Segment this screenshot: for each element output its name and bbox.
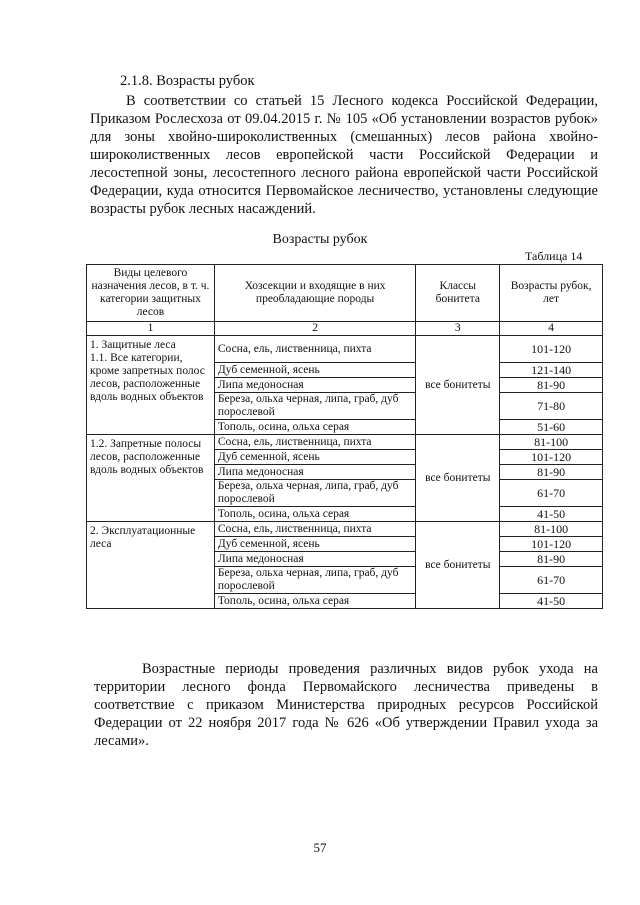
table-row xyxy=(87,522,603,537)
age-cell: 81-100 xyxy=(500,522,603,537)
class-cell: все бонитеты xyxy=(416,522,500,609)
header-cell: Хозсекции и входящие в них преобладающие породы xyxy=(214,265,415,322)
column-number-row xyxy=(87,322,603,336)
header-cell: Возрасты рубок, лет xyxy=(500,265,603,322)
class-cell: все бонитеты xyxy=(416,336,500,435)
section-heading: 2.1.8. Возрасты рубок xyxy=(120,73,255,89)
species-cell: Дуб семенной, ясень xyxy=(214,450,415,465)
age-cell: 61-70 xyxy=(500,567,603,594)
class-cell: все бонитеты xyxy=(416,435,500,522)
table-row xyxy=(87,435,603,450)
category-cell: 2. Эксплуатационные леса xyxy=(87,522,215,609)
species-cell: Тополь, осина, ольха серая xyxy=(214,594,415,609)
column-number: 4 xyxy=(500,322,603,336)
age-cell: 101-120 xyxy=(500,537,603,552)
species-cell: Липа медоносная xyxy=(214,378,415,393)
header-cell: Классы бонитета xyxy=(416,265,500,322)
species-cell: Сосна, ель, лиственница, пихта xyxy=(214,336,415,363)
closing-paragraph: Возрастные периоды проведения различных видов рубок ухода на территории лесного фонда Первомайского лесничества приведены в соответствие с приказом Министерства природных ресурсов Российской Федерации от 22 ноября 2017 года № 626 «Об утверждении Правил ухода за лесами». xyxy=(94,661,598,749)
species-cell: Береза, ольха черная, липа, граб, дуб порослевой xyxy=(214,393,415,420)
column-number: 1 xyxy=(87,322,215,336)
age-cell: 101-120 xyxy=(500,450,603,465)
page-number: 57 xyxy=(313,840,327,855)
age-cell: 41-50 xyxy=(500,594,603,609)
species-cell: Береза, ольха черная, липа, граб, дуб порослевой xyxy=(214,567,415,594)
cutting-ages-table xyxy=(86,264,603,609)
species-cell: Дуб семенной, ясень xyxy=(214,537,415,552)
age-cell: 81-100 xyxy=(500,435,603,450)
age-cell: 51-60 xyxy=(500,420,603,435)
species-cell: Дуб семенной, ясень xyxy=(214,363,415,378)
table-header-row xyxy=(87,265,603,322)
intro-paragraph: В соответствии со статьей 15 Лесного кодекса Российской Федерации, Приказом Рослесхоза от 09.04.2015 г. № 105 «Об установлении возрастов рубок» для зоны хвойно-широколиственных (смешанных) лесов района хвойно-широколиственных лесов европейской части Российской Федерации и лесостепной зоны, лесостепного лесного района европейской части Российской Федерации, куда относится Первомайское лесничество, установлены следующие возрасты рубок лесных насаждений. xyxy=(90,93,598,217)
species-cell: Береза, ольха черная, липа, граб, дуб порослевой xyxy=(214,480,415,507)
age-cell: 81-90 xyxy=(500,465,603,480)
age-cell: 121-140 xyxy=(500,363,603,378)
age-cell: 61-70 xyxy=(500,480,603,507)
age-cell: 101-120 xyxy=(500,336,603,363)
column-number: 3 xyxy=(416,322,500,336)
species-cell: Сосна, ель, лиственница, пихта xyxy=(214,435,415,450)
category-cell: 1.2. Запретные полосы лесов, расположенные вдоль водных объектов xyxy=(87,435,215,522)
species-cell: Сосна, ель, лиственница, пихта xyxy=(214,522,415,537)
age-cell: 81-90 xyxy=(500,378,603,393)
table-title: Возрасты рубок xyxy=(272,232,368,247)
species-cell: Тополь, осина, ольха серая xyxy=(214,507,415,522)
age-cell: 41-50 xyxy=(500,507,603,522)
age-cell: 81-90 xyxy=(500,552,603,567)
category-cell: 1. Защитные леса 1.1. Все категории, кроме запретных полос лесов, расположенные вдоль водных объектов xyxy=(87,336,215,435)
table-row xyxy=(87,336,603,363)
table-label: Таблица 14 xyxy=(525,249,583,263)
species-cell: Тополь, осина, ольха серая xyxy=(214,420,415,435)
column-number: 2 xyxy=(214,322,415,336)
species-cell: Липа медоносная xyxy=(214,552,415,567)
header-cell: Виды целевого назначения лесов, в т. ч. категории защитных лесов xyxy=(87,265,215,322)
age-cell: 71-80 xyxy=(500,393,603,420)
species-cell: Липа медоносная xyxy=(214,465,415,480)
